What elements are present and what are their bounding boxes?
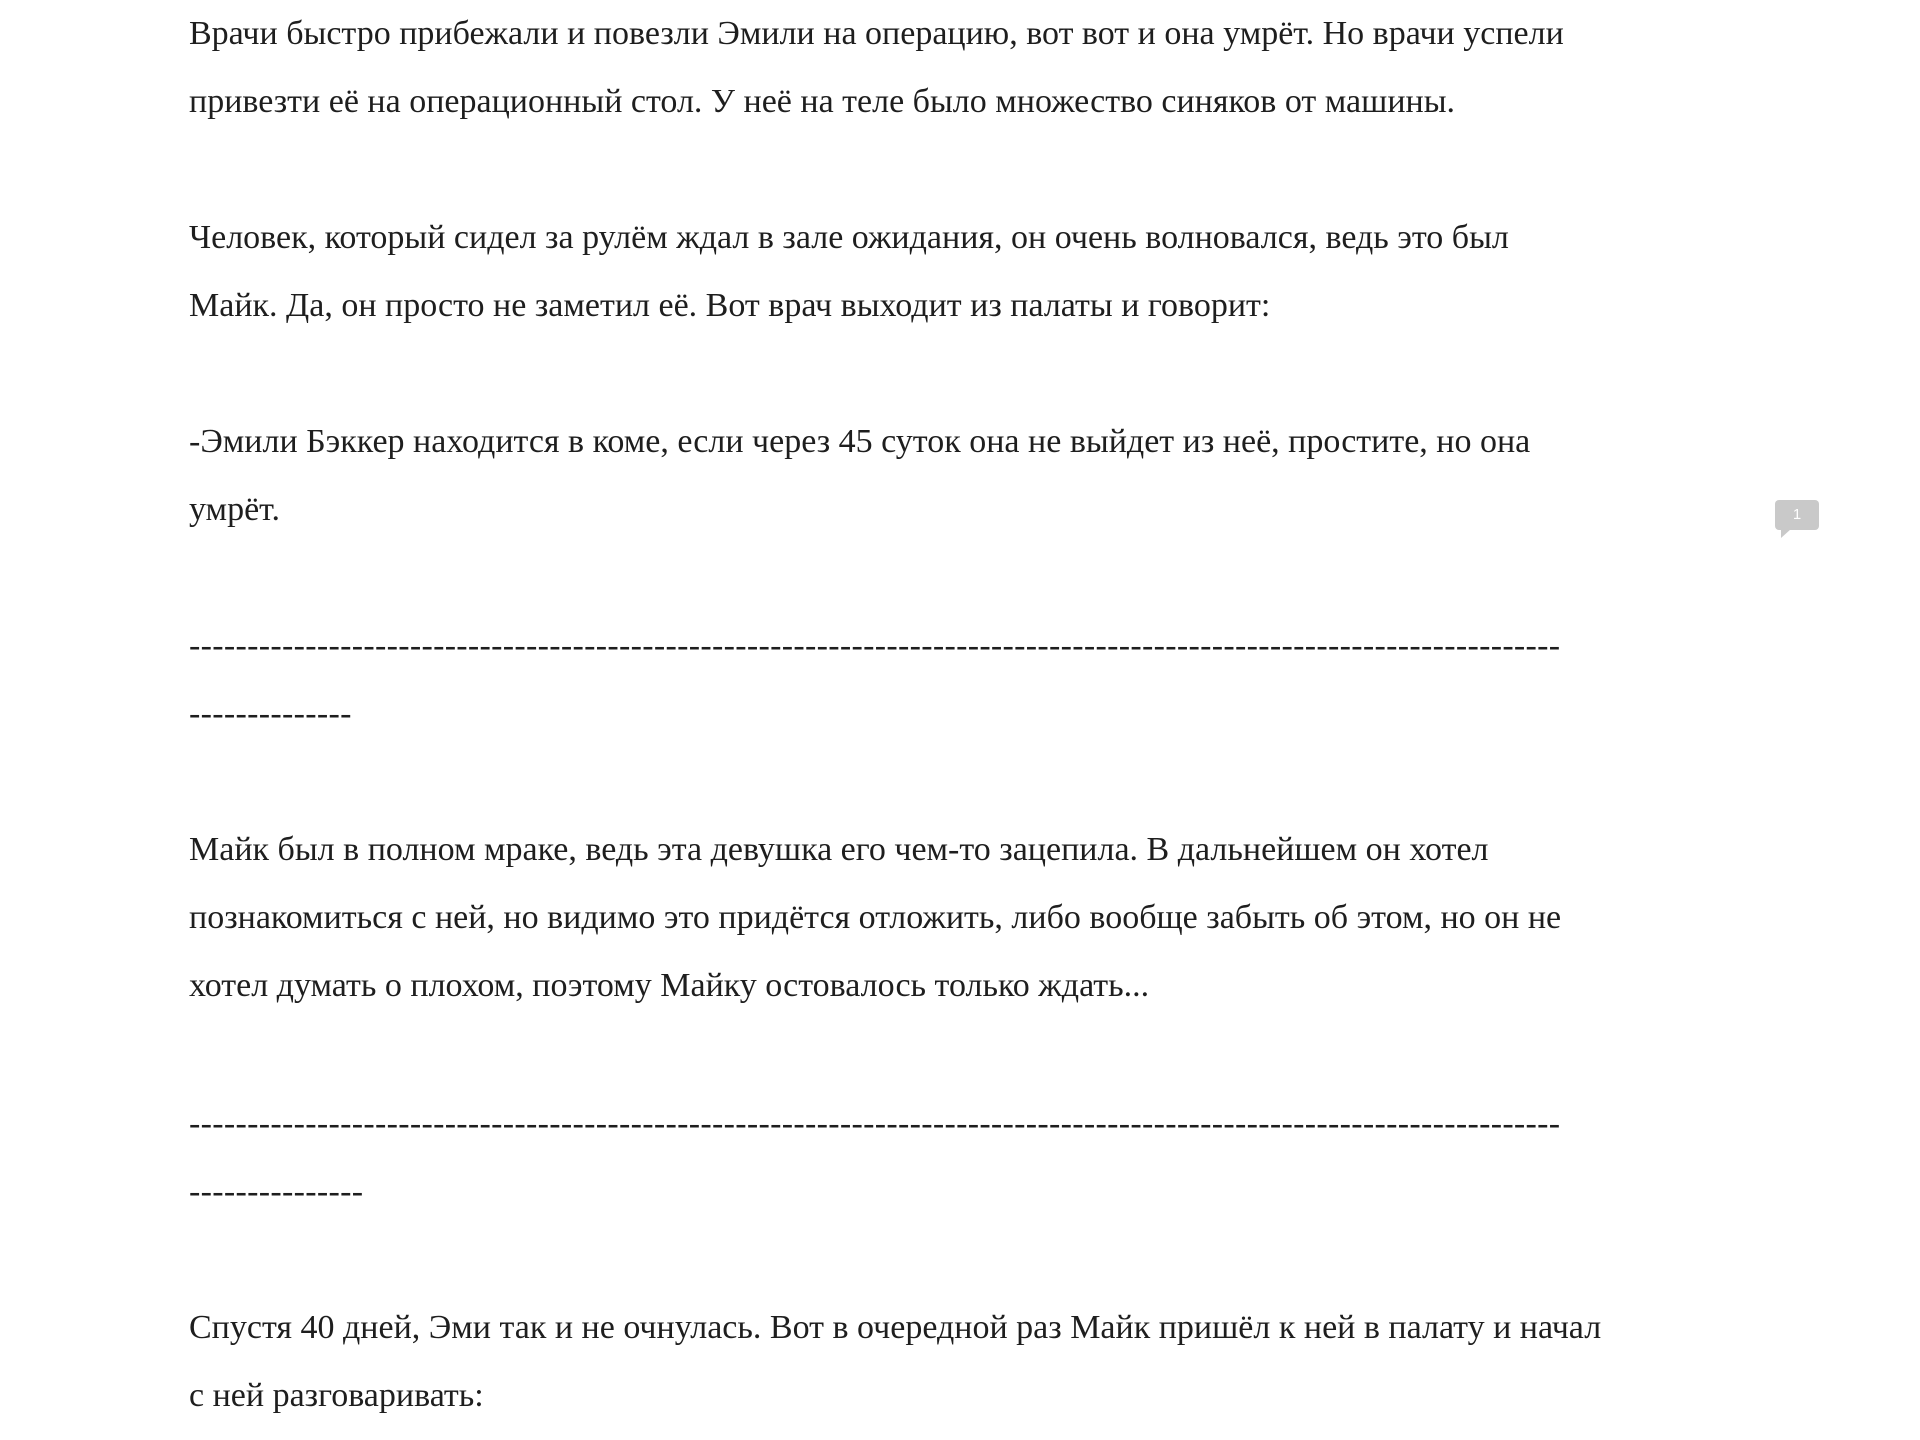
paragraph-line: Майк был в полном мраке, ведь эта девушка его чем-то зацепила. В дальнейшем он хотел <box>189 831 1489 868</box>
separator-line: ---------------------------------------------------------------------------------------------------------------------- <box>189 627 1561 664</box>
paragraph-line: Человек, который сидел за рулём ждал в зале ожидания, он очень волновался, ведь это был <box>189 219 1509 256</box>
paragraph-1 <box>189 0 1749 136</box>
paragraph-line: привезти её на операционный стол. У неё на теле было множество синяков от машины. <box>189 83 1456 120</box>
paragraph-line: с ней разговаривать: <box>189 1377 484 1414</box>
paragraph-line: Спустя 40 дней, Эми так и не очнулась. Вот в очередной раз Майк пришёл к ней в палату и начал <box>189 1309 1602 1346</box>
paragraph-line: -Эмили Бэккер находится в коме, если через 45 суток она не выйдет из неё, простите, но она <box>189 423 1531 460</box>
section-separator-2 <box>189 1090 1749 1226</box>
separator-line: -------------- <box>189 695 352 732</box>
paragraph-4 <box>189 816 1749 1020</box>
paragraph-line: Врачи быстро прибежали и повезли Эмили на операцию, вот вот и она умрёт. Но врачи успели <box>189 15 1564 52</box>
comment-count: 1 <box>1792 506 1802 523</box>
paragraph-line: Майк. Да, он просто не заметил её. Вот врач выходит из палаты и говорит: <box>189 287 1271 324</box>
paragraph-3 <box>189 408 1749 544</box>
paragraph-2 <box>189 204 1749 340</box>
paragraph-5 <box>189 1294 1749 1430</box>
paragraph-line: познакомиться с ней, но видимо это придётся отложить, либо вообще забыть об этом, но он не <box>189 899 1562 936</box>
paragraph-line: умрёт. <box>189 491 280 528</box>
paragraph-line: хотел думать о плохом, поэтому Майку остовалось только ждать... <box>189 967 1150 1004</box>
comment-bubble-icon[interactable] <box>1775 500 1819 530</box>
section-separator-1 <box>189 612 1749 748</box>
separator-line: ---------------------------------------------------------------------------------------------------------------------- <box>189 1105 1561 1142</box>
separator-line: --------------- <box>189 1173 364 1210</box>
